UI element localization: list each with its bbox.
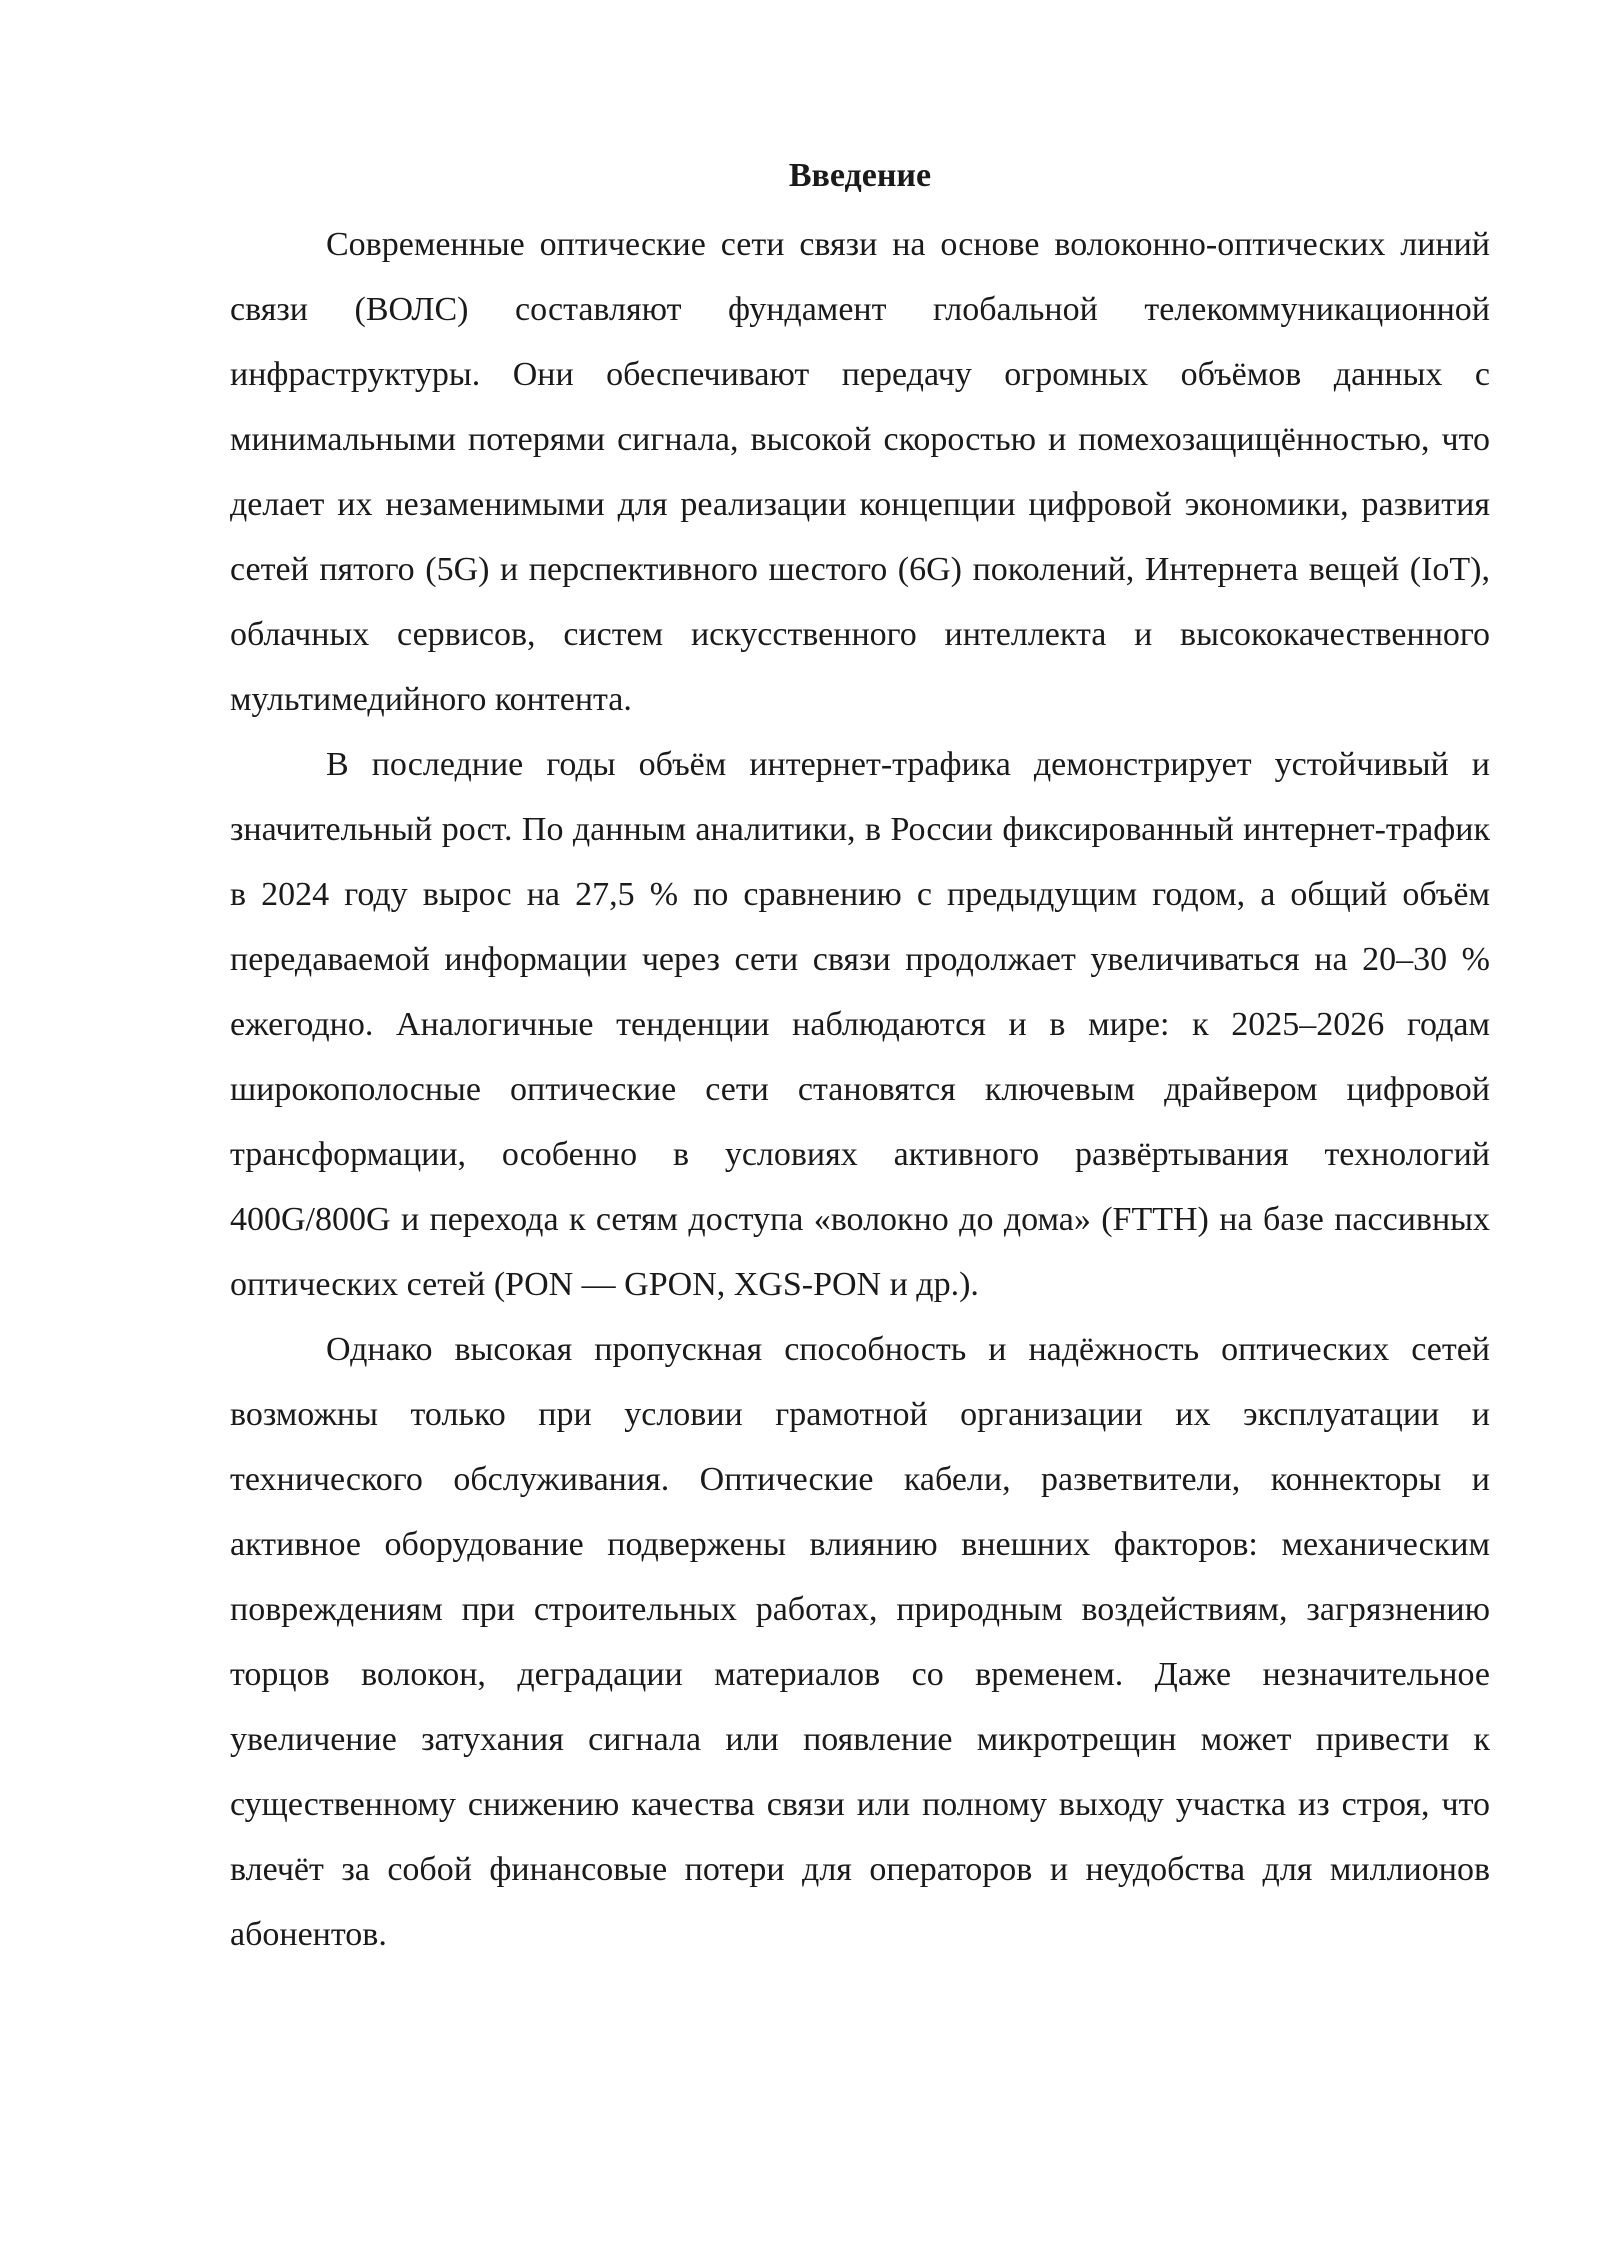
document-body	[230, 150, 1490, 1967]
paragraph-3: Однако высокая пропускная способность и надёжность оптических сетей возможны только при условии грамотной организации их эксплуатации и технического обслуживания. Оптические кабели, разветвители, коннекторы и активное оборудование подвержены влиянию внешних факторов: механическим повреждениям при строительных работах, природным воздействиям, загрязнению торцов волокон, деградации материалов со временем. Даже незначительное увеличение затухания сигнала или появление микротрещин может привести к существенному снижению качества связи или полному выходу участка из строя, что влечёт за собой финансовые потери для операторов и неудобства для миллионов абонентов.	[230, 1331, 1490, 1953]
paragraph-2: В последние годы объём интернет-трафика демонстрирует устойчивый и значительный рост. По данным аналитики, в России фиксированный интернет-трафик в 2024 году вырос на 27,5 % по сравнению с предыдущим годом, а общий объём передаваемой информации через сети связи продолжает увеличиваться на 20–30 % ежегодно. Аналогичные тенденции наблюдаются и в мире: к 2025–2026 годам широкополосные оптические сети становятся ключевым драйвером цифровой трансформации, особенно в условиях активного развёртывания технологий 400G/800G и перехода к сетям доступа «волокно до дома» (FTTH) на базе пассивных оптических сетей (PON — GPON, XGS-PON и др.).	[230, 746, 1490, 1303]
section-heading: Введение	[788, 157, 932, 194]
paragraph-1: Современные оптические сети связи на основе волоконно-оптических линий связи (ВОЛС) составляют фундамент глобальной телекоммуникационной инфраструктуры. Они обеспечивают передачу огромных объёмов данных с минимальными потерями сигнала, высокой скоростью и помехозащищённостью, что делает их незаменимыми для реализации концепции цифровой экономики, развития сетей пятого (5G) и перспективного шестого (6G) поколений, Интернета вещей (IoT), облачных сервисов, систем искусственного интеллекта и высококачественного мультимедийного контента.	[230, 226, 1490, 718]
